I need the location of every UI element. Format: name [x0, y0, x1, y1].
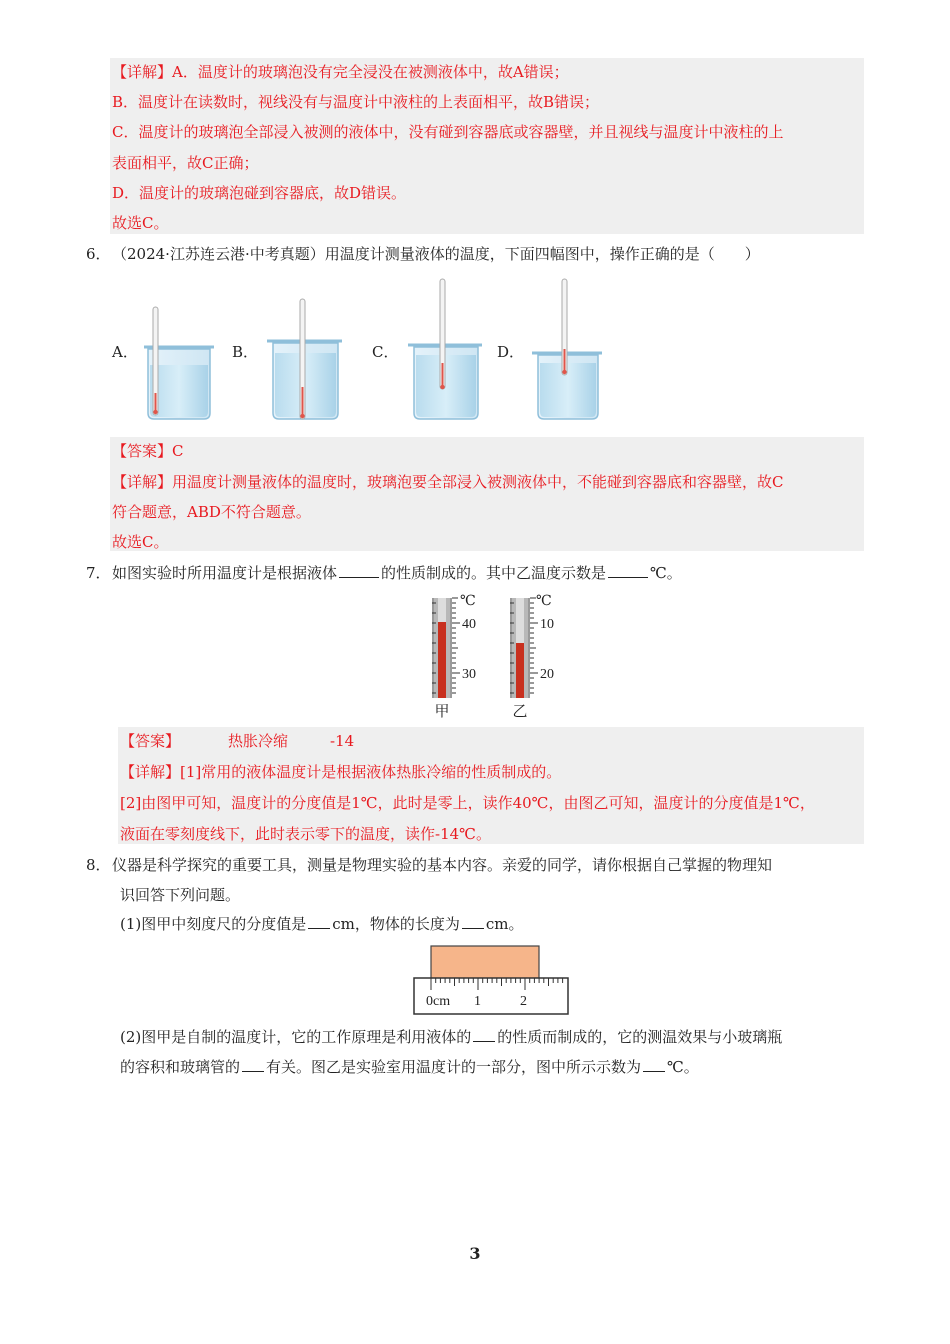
beaker-d: [532, 279, 602, 419]
thermo-yi-tick-top: 10: [540, 617, 554, 632]
q8-blank-5[interactable]: [643, 1057, 665, 1072]
q7-value-3: 1℃: [773, 794, 800, 812]
beaker-a: [144, 307, 214, 419]
q7-detail-tag: 【详解】: [120, 763, 181, 781]
beaker-c: [408, 279, 482, 419]
q8-blank-4[interactable]: [242, 1057, 264, 1072]
q7-text-b: 的性质制成的。其中乙温度示数是: [381, 564, 607, 582]
q5-detail-line-3: C．温度计的玻璃泡全部浸入被测的液体中，没有碰到容器底或容器壁，并且视线与温度计中液柱的上: [112, 123, 784, 141]
q7-detail-2b: ，此时是零上，读作: [377, 794, 513, 812]
thermometer-jia: [432, 594, 476, 720]
q6-option-c-label: C．: [372, 343, 399, 361]
q7-answer-line: [120, 731, 354, 751]
q8-part-2-line-1: [120, 1027, 782, 1047]
q8-p1a: (1)图甲中刻度尺的分度值是: [120, 915, 307, 933]
q6-answer-tag: 【答案】: [112, 442, 173, 460]
q5-detail-line-5: D．温度计的玻璃泡碰到容器底，故D错误。: [112, 184, 407, 202]
q7-detail-3a: 液面在零刻度线下，此时表示零下的温度，读作: [120, 825, 436, 843]
q5-detail-tag: 【详解】: [112, 63, 173, 81]
q7-detail-line-3: [120, 824, 491, 844]
q7-answer-2: -14: [330, 732, 355, 750]
q8-number: 8．: [86, 856, 111, 874]
q8-ruler-figure: [412, 942, 572, 1016]
q6-option-b-label: B．: [232, 343, 259, 361]
q5-detail-line-2: B．温度计在读数时，视线没有与温度计中液柱的上表面相平，故B错误；: [112, 93, 600, 111]
q7-detail-line-2: [120, 793, 815, 813]
thermo-yi-unit: ℃: [536, 594, 552, 609]
q6-detail-text: 用温度计测量液体的温度时，玻璃泡要全部浸入被测液体中，不能碰到容器底和容器壁，故C: [172, 473, 784, 491]
q8-p2-2c: ℃。: [667, 1058, 699, 1076]
q7-blank-1[interactable]: [339, 563, 379, 578]
thermo-jia-tick-top: 40: [462, 617, 476, 632]
q7-detail-line-1: [120, 762, 561, 782]
q6-answer-value: C: [172, 442, 184, 460]
q8-blank-1[interactable]: [308, 914, 330, 929]
thermo-jia-unit: ℃: [460, 594, 476, 609]
q7-answer-1: 热胀冷缩: [228, 732, 289, 750]
page-number: 3: [469, 1244, 481, 1263]
q7-thermometers-figure: [420, 588, 570, 722]
q8-blank-3[interactable]: [473, 1027, 495, 1042]
q8-blank-2[interactable]: [462, 914, 484, 929]
q6-answer-box: [110, 437, 864, 551]
q5-detail-box: [110, 58, 864, 234]
q8-p2-2b: 有关。图乙是实验室用温度计的一部分，图中所示示数为: [266, 1058, 642, 1076]
q6-answer-line: [112, 441, 184, 461]
q6-detail-line-1: [112, 472, 784, 492]
ruler-label-1: 1: [474, 994, 481, 1009]
q5-detail-text-a: A．温度计的玻璃泡没有完全浸没在被测液体中，故A错误；: [172, 63, 569, 81]
q8-text-1: 仪器是科学探究的重要工具，测量是物理实验的基本内容。亲爱的同学，请你根据自己掌握的物理知: [112, 856, 773, 874]
q7-value-2: 40℃: [512, 794, 549, 812]
q7-blank-2[interactable]: [608, 563, 648, 578]
q6-conclusion: 故选C。: [112, 533, 169, 551]
q7-text-c: ℃。: [650, 564, 682, 582]
q7-detail-2a: [2]由图甲可知，温度计的分度值是: [120, 794, 352, 812]
q6-option-d-label: D．: [497, 343, 525, 361]
q7-question: [112, 563, 682, 583]
q8-p2-2a: 的容积和玻璃管的: [120, 1058, 241, 1076]
q7-detail-text-1: [1]常用的液体温度计是根据液体热胀冷缩的性质制成的。: [180, 763, 562, 781]
q6-detail-line-2: 符合题意，ABD不符合题意。: [112, 503, 311, 521]
q6-question: （2024·江苏连云港·中考真题）用温度计测量液体的温度，下面四幅图中，操作正确的是（ ）: [112, 245, 760, 263]
q7-answer-tag: 【答案】: [120, 732, 181, 750]
q7-detail-3b: 。: [475, 825, 491, 843]
thermo-yi-label: 乙: [512, 704, 528, 720]
q7-number: 7．: [86, 564, 111, 582]
q8-p2-1b: 的性质而制成的，它的测温效果与小玻璃瓶: [497, 1028, 783, 1046]
q7-detail-2c: ，由图乙可知，温度计的分度值是: [548, 794, 774, 812]
q8-text-2: 识回答下列问题。: [120, 886, 241, 904]
q5-detail-line-1: [112, 62, 569, 82]
q6-option-a-label: A．: [112, 343, 138, 361]
beaker-b: [267, 299, 342, 419]
q8-p1c: cm。: [485, 915, 524, 933]
ruler-label-2: 2: [520, 994, 527, 1009]
q5-detail-line-4: 表面相平，故C正确；: [112, 154, 259, 172]
q5-detail-line-6: 故选C。: [112, 214, 169, 232]
q7-value-1: 1℃: [351, 794, 378, 812]
q8-p2-1a: (2)图甲是自制的温度计，它的工作原理是利用液体的: [120, 1028, 472, 1046]
q8-p1b: cm，物体的长度为: [332, 915, 460, 933]
q6-detail-tag: 【详解】: [112, 473, 173, 491]
q6-beakers-figure: [140, 275, 610, 425]
q6-number: 6．: [86, 245, 111, 263]
thermo-jia-label: 甲: [434, 704, 450, 720]
q8-part-2-line-2: [120, 1057, 699, 1077]
q7-detail-2d: ，: [799, 794, 815, 812]
q7-value-4: -14℃: [435, 825, 476, 843]
q7-text-a: 如图实验时所用温度计是根据液体: [112, 564, 338, 582]
thermometer-yi: [510, 594, 554, 720]
thermo-jia-tick-bottom: 30: [462, 667, 476, 682]
q8-part-1: [120, 914, 524, 934]
thermo-yi-tick-bottom: 20: [540, 667, 554, 682]
ruler-label-0cm: 0cm: [426, 994, 451, 1009]
